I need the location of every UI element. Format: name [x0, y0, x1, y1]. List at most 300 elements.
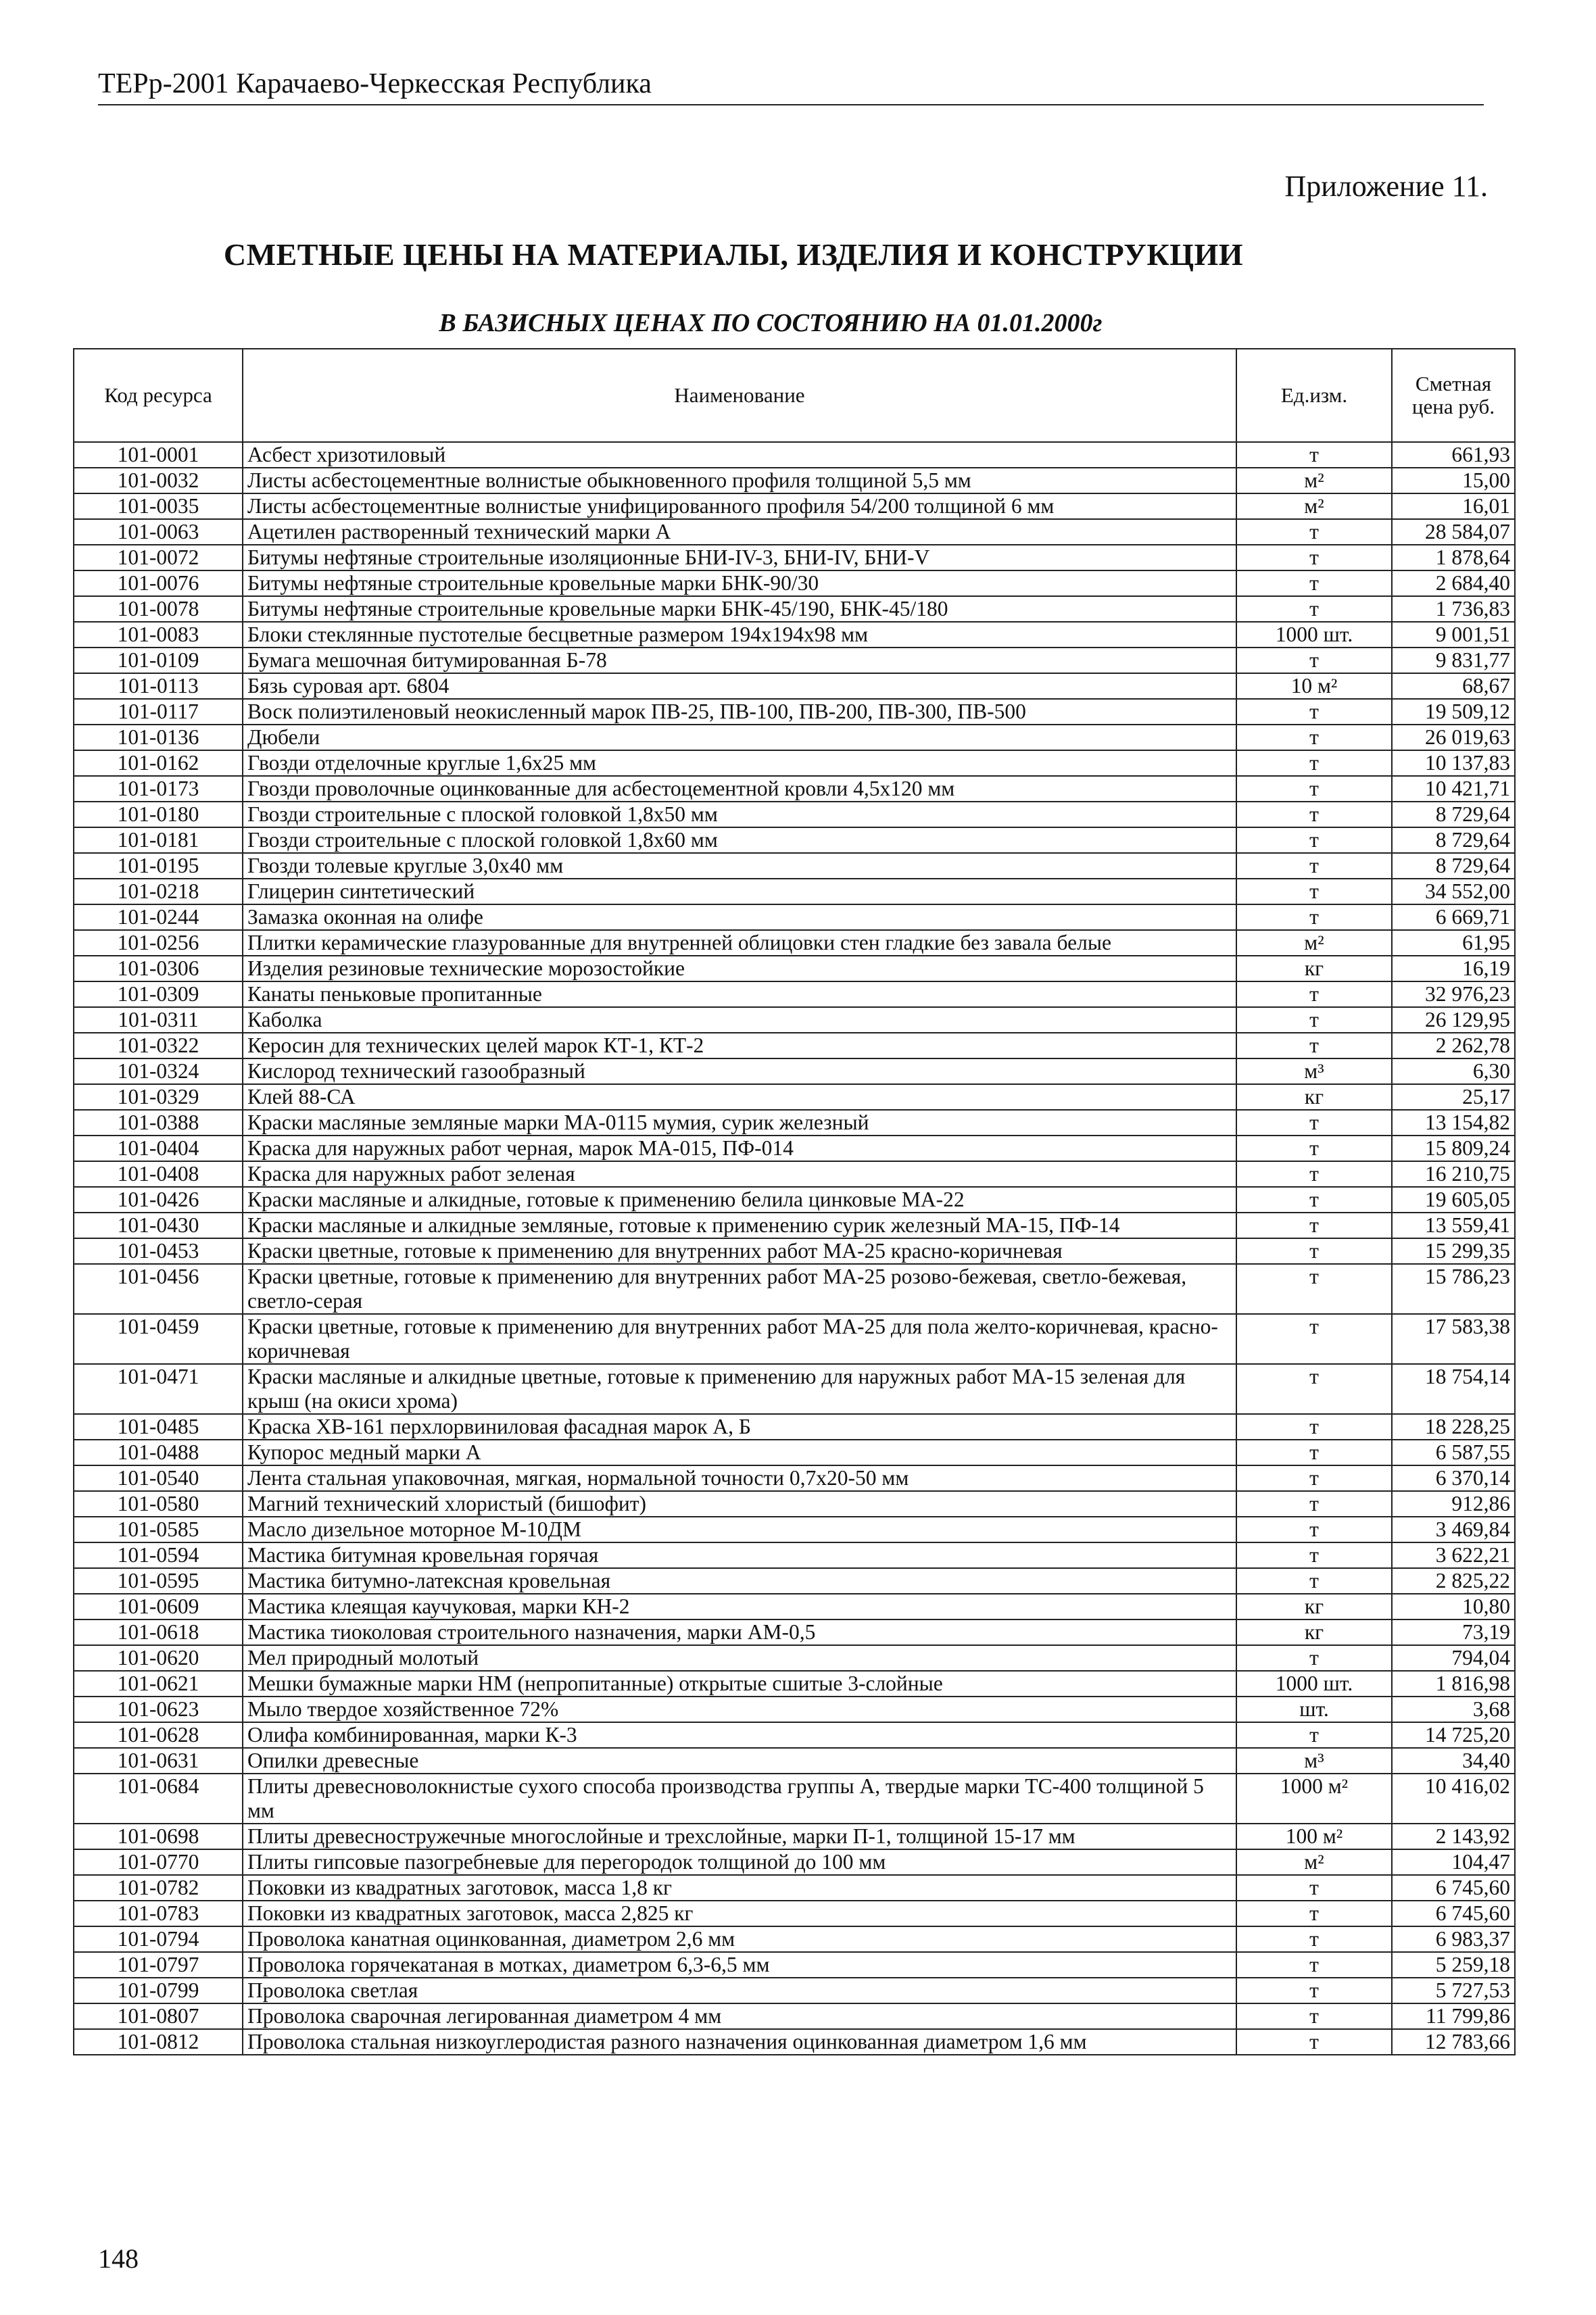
cell-code: 101-0488 — [74, 1440, 243, 1465]
cell-unit: т — [1236, 725, 1392, 750]
cell-code: 101-0072 — [74, 545, 243, 570]
cell-unit: 100 м² — [1236, 1824, 1392, 1849]
column-header-code: Код ресурса — [74, 349, 243, 442]
table-row — [74, 1774, 1515, 1824]
cell-code: 101-0311 — [74, 1007, 243, 1033]
cell-unit: т — [1236, 699, 1392, 725]
cell-name: Гвозди проволочные оцинкованные для асбестоцементной кровли 4,5x120 мм — [243, 776, 1236, 802]
cell-price: 18 228,25 — [1392, 1414, 1515, 1440]
cell-unit: т — [1236, 853, 1392, 879]
cell-unit: 1000 м² — [1236, 1774, 1392, 1824]
table-row — [74, 1314, 1515, 1364]
cell-name: Краски цветные, готовые к применению для внутренних работ МА-25 для пола желто-коричневая, красно-коричневая — [243, 1314, 1236, 1364]
cell-code: 101-0173 — [74, 776, 243, 802]
cell-code: 101-0770 — [74, 1849, 243, 1875]
table-row — [74, 1568, 1515, 1594]
table-row — [74, 1875, 1515, 1901]
cell-code: 101-0698 — [74, 1824, 243, 1849]
cell-price: 28 584,07 — [1392, 519, 1515, 545]
cell-code: 101-0195 — [74, 853, 243, 879]
table-row — [74, 1952, 1515, 1978]
cell-price: 15,00 — [1392, 468, 1515, 493]
cell-name: Краски масляные земляные марки МА-0115 мумия, сурик железный — [243, 1110, 1236, 1136]
cell-unit: 1000 шт. — [1236, 622, 1392, 648]
cell-name: Плиты древесноволокнистые сухого способа производства группы А, твердые марки ТС-400 толщиной 5 мм — [243, 1774, 1236, 1824]
table-row — [74, 1414, 1515, 1440]
cell-unit: м² — [1236, 1849, 1392, 1875]
cell-unit: м² — [1236, 930, 1392, 956]
cell-unit: т — [1236, 1491, 1392, 1517]
cell-unit: т — [1236, 1364, 1392, 1414]
cell-name: Магний технический хлористый (бишофит) — [243, 1491, 1236, 1517]
cell-unit: м² — [1236, 468, 1392, 493]
cell-code: 101-0306 — [74, 956, 243, 981]
table-row — [74, 1213, 1515, 1238]
cell-price: 1 878,64 — [1392, 545, 1515, 570]
cell-unit: т — [1236, 1926, 1392, 1952]
table-row — [74, 1748, 1515, 1774]
table-row — [74, 1440, 1515, 1465]
cell-name: Гвозди отделочные круглые 1,6x25 мм — [243, 750, 1236, 776]
cell-code: 101-0620 — [74, 1645, 243, 1671]
cell-price: 3 469,84 — [1392, 1517, 1515, 1542]
table-row — [74, 1110, 1515, 1136]
table-row — [74, 493, 1515, 519]
table-row — [74, 1824, 1515, 1849]
cell-unit: т — [1236, 2003, 1392, 2029]
column-header-unit: Ед.изм. — [1236, 349, 1392, 442]
cell-unit: м³ — [1236, 1058, 1392, 1084]
table-header-row — [74, 349, 1515, 442]
cell-name: Краски масляные и алкидные земляные, готовые к применению сурик железный МА-15, ПФ-14 — [243, 1213, 1236, 1238]
cell-price: 32 976,23 — [1392, 981, 1515, 1007]
cell-code: 101-0324 — [74, 1058, 243, 1084]
cell-unit: т — [1236, 1213, 1392, 1238]
cell-unit: т — [1236, 1161, 1392, 1187]
cell-name: Проволока сварочная легированная диаметром 4 мм — [243, 2003, 1236, 2029]
cell-unit: т — [1236, 1187, 1392, 1213]
cell-price: 3 622,21 — [1392, 1542, 1515, 1568]
cell-price: 73,19 — [1392, 1619, 1515, 1645]
cell-unit: т — [1236, 904, 1392, 930]
cell-unit: т — [1236, 519, 1392, 545]
cell-unit: т — [1236, 1414, 1392, 1440]
cell-name: Плиты древесностружечные многослойные и трехслойные, марки П-1, толщиной 15-17 мм — [243, 1824, 1236, 1849]
cell-price: 6 669,71 — [1392, 904, 1515, 930]
cell-code: 101-0162 — [74, 750, 243, 776]
table-row — [74, 904, 1515, 930]
cell-unit: т — [1236, 1542, 1392, 1568]
price-table — [73, 348, 1516, 2055]
cell-unit: кг — [1236, 1594, 1392, 1619]
cell-code: 101-0797 — [74, 1952, 243, 1978]
cell-code: 101-0309 — [74, 981, 243, 1007]
cell-unit: т — [1236, 545, 1392, 570]
cell-name: Битумы нефтяные строительные изоляционные БНИ-IV-3, БНИ-IV, БНИ-V — [243, 545, 1236, 570]
cell-code: 101-0388 — [74, 1110, 243, 1136]
cell-name: Краски цветные, готовые к применению для внутренних работ МА-25 красно-коричневая — [243, 1238, 1236, 1264]
cell-name: Бумага мешочная битумированная Б-78 — [243, 648, 1236, 673]
cell-price: 34,40 — [1392, 1748, 1515, 1774]
cell-unit: т — [1236, 776, 1392, 802]
cell-code: 101-0618 — [74, 1619, 243, 1645]
cell-name: Купорос медный марки А — [243, 1440, 1236, 1465]
cell-code: 101-0783 — [74, 1901, 243, 1926]
cell-code: 101-0113 — [74, 673, 243, 699]
cell-unit: т — [1236, 1978, 1392, 2003]
cell-unit: т — [1236, 1517, 1392, 1542]
cell-unit: т — [1236, 1568, 1392, 1594]
cell-code: 101-0109 — [74, 648, 243, 673]
table-row — [74, 1187, 1515, 1213]
cell-price: 15 809,24 — [1392, 1136, 1515, 1161]
table-row — [74, 442, 1515, 468]
cell-price: 794,04 — [1392, 1645, 1515, 1671]
cell-price: 13 559,41 — [1392, 1213, 1515, 1238]
cell-price: 18 754,14 — [1392, 1364, 1515, 1414]
cell-price: 10,80 — [1392, 1594, 1515, 1619]
cell-name: Проволока светлая — [243, 1978, 1236, 2003]
cell-name: Лента стальная упаковочная, мягкая, нормальной точности 0,7x20-50 мм — [243, 1465, 1236, 1491]
cell-code: 101-0078 — [74, 596, 243, 622]
cell-price: 1 736,83 — [1392, 596, 1515, 622]
cell-price: 6,30 — [1392, 1058, 1515, 1084]
cell-code: 101-0256 — [74, 930, 243, 956]
cell-unit: т — [1236, 1722, 1392, 1748]
table-row — [74, 802, 1515, 827]
cell-code: 101-0594 — [74, 1542, 243, 1568]
cell-name: Проволока горячекатаная в мотках, диаметром 6,3-6,5 мм — [243, 1952, 1236, 1978]
cell-unit: т — [1236, 1901, 1392, 1926]
cell-unit: т — [1236, 879, 1392, 904]
cell-unit: т — [1236, 1033, 1392, 1058]
cell-code: 101-0076 — [74, 570, 243, 596]
cell-price: 10 137,83 — [1392, 750, 1515, 776]
cell-code: 101-0408 — [74, 1161, 243, 1187]
cell-code: 101-0540 — [74, 1465, 243, 1491]
cell-code: 101-0459 — [74, 1314, 243, 1364]
cell-unit: т — [1236, 1110, 1392, 1136]
table-row — [74, 1264, 1515, 1314]
table-row — [74, 1033, 1515, 1058]
cell-name: Ацетилен растворенный технический марки А — [243, 519, 1236, 545]
table-row — [74, 673, 1515, 699]
cell-name: Изделия резиновые технические морозостойкие — [243, 956, 1236, 981]
cell-unit: т — [1236, 981, 1392, 1007]
cell-name: Замазка оконная на олифе — [243, 904, 1236, 930]
cell-name: Опилки древесные — [243, 1748, 1236, 1774]
cell-code: 101-0471 — [74, 1364, 243, 1414]
cell-code: 101-0580 — [74, 1491, 243, 1517]
cell-name: Поковки из квадратных заготовок, масса 1,8 кг — [243, 1875, 1236, 1901]
table-row — [74, 622, 1515, 648]
cell-code: 101-0812 — [74, 2029, 243, 2055]
table-row — [74, 1542, 1515, 1568]
table-row — [74, 879, 1515, 904]
cell-price: 2 262,78 — [1392, 1033, 1515, 1058]
cell-price: 12 783,66 — [1392, 2029, 1515, 2055]
table-row — [74, 1697, 1515, 1722]
table-row — [74, 1491, 1515, 1517]
cell-name: Краска для наружных работ черная, марок МА-015, ПФ-014 — [243, 1136, 1236, 1161]
cell-name: Гвозди строительные с плоской головкой 1,8x50 мм — [243, 802, 1236, 827]
cell-name: Канаты пеньковые пропитанные — [243, 981, 1236, 1007]
cell-code: 101-0453 — [74, 1238, 243, 1264]
cell-price: 8 729,64 — [1392, 827, 1515, 853]
cell-name: Краски масляные и алкидные цветные, готовые к применению для наружных работ МА-15 зеленая для крыш (на окиси хрома) — [243, 1364, 1236, 1414]
cell-price: 6 370,14 — [1392, 1465, 1515, 1491]
cell-code: 101-0032 — [74, 468, 243, 493]
cell-unit: 10 м² — [1236, 673, 1392, 699]
table-row — [74, 519, 1515, 545]
cell-unit: т — [1236, 1440, 1392, 1465]
cell-unit: кг — [1236, 956, 1392, 981]
cell-name: Плитки керамические глазурованные для внутренней облицовки стен гладкие без завала белые — [243, 930, 1236, 956]
page-title: СМЕТНЫЕ ЦЕНЫ НА МАТЕРИАЛЫ, ИЗДЕЛИЯ И КОНСТРУКЦИИ — [223, 237, 1244, 272]
cell-unit: т — [1236, 1314, 1392, 1364]
cell-unit: т — [1236, 1136, 1392, 1161]
cell-price: 1 816,98 — [1392, 1671, 1515, 1697]
cell-price: 61,95 — [1392, 930, 1515, 956]
table-row — [74, 1926, 1515, 1952]
cell-price: 8 729,64 — [1392, 853, 1515, 879]
cell-name: Мешки бумажные марки НМ (непропитанные) открытые сшитые 3-слойные — [243, 1671, 1236, 1697]
table-row — [74, 1619, 1515, 1645]
table-row — [74, 1901, 1515, 1926]
cell-name: Керосин для технических целей марок КТ-1, КТ-2 — [243, 1033, 1236, 1058]
cell-code: 101-0117 — [74, 699, 243, 725]
cell-code: 101-0218 — [74, 879, 243, 904]
table-row — [74, 1517, 1515, 1542]
cell-code: 101-0631 — [74, 1748, 243, 1774]
table-row — [74, 1465, 1515, 1491]
cell-price: 104,47 — [1392, 1849, 1515, 1875]
cell-price: 6 587,55 — [1392, 1440, 1515, 1465]
cell-name: Листы асбестоцементные волнистые обыкновенного профиля толщиной 5,5 мм — [243, 468, 1236, 493]
cell-price: 15 299,35 — [1392, 1238, 1515, 1264]
column-header-name: Наименование — [243, 349, 1236, 442]
cell-name: Мастика битумная кровельная горячая — [243, 1542, 1236, 1568]
cell-code: 101-0063 — [74, 519, 243, 545]
cell-unit: т — [1236, 442, 1392, 468]
table-row — [74, 1084, 1515, 1110]
table-row — [74, 2029, 1515, 2055]
table-row — [74, 1136, 1515, 1161]
table-row — [74, 725, 1515, 750]
cell-unit: шт. — [1236, 1697, 1392, 1722]
cell-code: 101-0035 — [74, 493, 243, 519]
column-header-price: Сметная цена руб. — [1392, 349, 1515, 442]
cell-price: 19 605,05 — [1392, 1187, 1515, 1213]
table-row — [74, 1161, 1515, 1187]
table-row — [74, 545, 1515, 570]
cell-name: Воск полиэтиленовый неокисленный марок ПВ-25, ПВ-100, ПВ-200, ПВ-300, ПВ-500 — [243, 699, 1236, 725]
cell-price: 16,01 — [1392, 493, 1515, 519]
cell-name: Масло дизельное моторное М-10ДМ — [243, 1517, 1236, 1542]
cell-price: 912,86 — [1392, 1491, 1515, 1517]
cell-name: Клей 88-СА — [243, 1084, 1236, 1110]
table-row — [74, 596, 1515, 622]
table-row — [74, 1007, 1515, 1033]
cell-price: 6 745,60 — [1392, 1875, 1515, 1901]
cell-code: 101-0322 — [74, 1033, 243, 1058]
cell-name: Гвозди толевые круглые 3,0x40 мм — [243, 853, 1236, 879]
cell-price: 6 983,37 — [1392, 1926, 1515, 1952]
table-row — [74, 1058, 1515, 1084]
cell-name: Бязь суровая арт. 6804 — [243, 673, 1236, 699]
cell-name: Проволока канатная оцинкованная, диаметром 2,6 мм — [243, 1926, 1236, 1952]
cell-name: Плиты гипсовые пазогребневые для перегородок толщиной до 100 мм — [243, 1849, 1236, 1875]
table-row — [74, 827, 1515, 853]
cell-unit: 1000 шт. — [1236, 1671, 1392, 1697]
cell-price: 34 552,00 — [1392, 879, 1515, 904]
cell-name: Глицерин синтетический — [243, 879, 1236, 904]
cell-name: Краска для наружных работ зеленая — [243, 1161, 1236, 1187]
table-row — [74, 956, 1515, 981]
cell-price: 9 001,51 — [1392, 622, 1515, 648]
cell-unit: т — [1236, 648, 1392, 673]
cell-unit: т — [1236, 570, 1392, 596]
cell-price: 8 729,64 — [1392, 802, 1515, 827]
cell-price: 19 509,12 — [1392, 699, 1515, 725]
cell-price: 2 143,92 — [1392, 1824, 1515, 1849]
table-row — [74, 699, 1515, 725]
cell-code: 101-0684 — [74, 1774, 243, 1824]
cell-code: 101-0001 — [74, 442, 243, 468]
cell-unit: т — [1236, 750, 1392, 776]
table-row — [74, 1849, 1515, 1875]
table-row — [74, 776, 1515, 802]
cell-price: 16 210,75 — [1392, 1161, 1515, 1187]
cell-name: Асбест хризотиловый — [243, 442, 1236, 468]
cell-code: 101-0136 — [74, 725, 243, 750]
cell-code: 101-0782 — [74, 1875, 243, 1901]
page-subtitle: В БАЗИСНЫХ ЦЕНАХ ПО СОСТОЯНИЮ НА 01.01.2000г — [439, 309, 1103, 337]
table-row — [74, 468, 1515, 493]
table-row — [74, 1978, 1515, 2003]
cell-name: Дюбели — [243, 725, 1236, 750]
cell-unit: т — [1236, 1645, 1392, 1671]
cell-code: 101-0595 — [74, 1568, 243, 1594]
cell-name: Битумы нефтяные строительные кровельные марки БНК-90/30 — [243, 570, 1236, 596]
cell-price: 68,67 — [1392, 673, 1515, 699]
cell-unit: т — [1236, 1007, 1392, 1033]
cell-unit: т — [1236, 802, 1392, 827]
page-number: 148 — [98, 2243, 139, 2274]
cell-price: 9 831,77 — [1392, 648, 1515, 673]
cell-price: 661,93 — [1392, 442, 1515, 468]
cell-name: Мыло твердое хозяйственное 72% — [243, 1697, 1236, 1722]
table-row — [74, 1722, 1515, 1748]
cell-code: 101-0799 — [74, 1978, 243, 2003]
cell-name: Каболка — [243, 1007, 1236, 1033]
cell-price: 14 725,20 — [1392, 1722, 1515, 1748]
cell-price: 26 019,63 — [1392, 725, 1515, 750]
table-row — [74, 1364, 1515, 1414]
cell-code: 101-0794 — [74, 1926, 243, 1952]
cell-unit: т — [1236, 1264, 1392, 1314]
cell-code: 101-0083 — [74, 622, 243, 648]
cell-name: Мастика битумно-латексная кровельная — [243, 1568, 1236, 1594]
cell-unit: кг — [1236, 1619, 1392, 1645]
cell-name: Мастика клеящая каучуковая, марки КН-2 — [243, 1594, 1236, 1619]
cell-code: 101-0807 — [74, 2003, 243, 2029]
cell-code: 101-0623 — [74, 1697, 243, 1722]
cell-price: 16,19 — [1392, 956, 1515, 981]
cell-code: 101-0329 — [74, 1084, 243, 1110]
table-row — [74, 1645, 1515, 1671]
table-row — [74, 930, 1515, 956]
cell-price: 13 154,82 — [1392, 1110, 1515, 1136]
table-row — [74, 1671, 1515, 1697]
appendix-label: Приложение 11. — [1284, 170, 1488, 203]
cell-unit: т — [1236, 2029, 1392, 2055]
cell-unit: кг — [1236, 1084, 1392, 1110]
cell-price: 5 727,53 — [1392, 1978, 1515, 2003]
cell-price: 5 259,18 — [1392, 1952, 1515, 1978]
cell-name: Блоки стеклянные пустотелые бесцветные размером 194x194x98 мм — [243, 622, 1236, 648]
cell-code: 101-0609 — [74, 1594, 243, 1619]
cell-name: Мастика тиоколовая строительного назначения, марки АМ-0,5 — [243, 1619, 1236, 1645]
cell-name: Листы асбестоцементные волнистые унифицированного профиля 54/200 толщиной 6 мм — [243, 493, 1236, 519]
cell-price: 2 684,40 — [1392, 570, 1515, 596]
cell-name: Гвозди строительные с плоской головкой 1,8x60 мм — [243, 827, 1236, 853]
table-row — [74, 981, 1515, 1007]
cell-unit: т — [1236, 596, 1392, 622]
cell-price: 15 786,23 — [1392, 1264, 1515, 1314]
cell-price: 3,68 — [1392, 1697, 1515, 1722]
cell-unit: т — [1236, 1238, 1392, 1264]
table-row — [74, 648, 1515, 673]
table-row — [74, 1594, 1515, 1619]
cell-unit: м³ — [1236, 1748, 1392, 1774]
cell-name: Битумы нефтяные строительные кровельные марки БНК-45/190, БНК-45/180 — [243, 596, 1236, 622]
cell-name: Поковки из квадратных заготовок, масса 2,825 кг — [243, 1901, 1236, 1926]
cell-code: 101-0404 — [74, 1136, 243, 1161]
cell-code: 101-0585 — [74, 1517, 243, 1542]
cell-unit: м² — [1236, 493, 1392, 519]
cell-unit: т — [1236, 1875, 1392, 1901]
cell-price: 26 129,95 — [1392, 1007, 1515, 1033]
cell-price: 11 799,86 — [1392, 2003, 1515, 2029]
cell-unit: т — [1236, 1465, 1392, 1491]
cell-unit: т — [1236, 827, 1392, 853]
cell-price: 17 583,38 — [1392, 1314, 1515, 1364]
cell-code: 101-0180 — [74, 802, 243, 827]
cell-name: Краска ХВ-161 перхлорвиниловая фасадная марок А, Б — [243, 1414, 1236, 1440]
table-row — [74, 750, 1515, 776]
cell-code: 101-0456 — [74, 1264, 243, 1314]
cell-code: 101-0430 — [74, 1213, 243, 1238]
cell-name: Мел природный молотый — [243, 1645, 1236, 1671]
table-row — [74, 853, 1515, 879]
table-row — [74, 1238, 1515, 1264]
cell-unit: т — [1236, 1952, 1392, 1978]
running-header: ТЕРр-2001 Карачаево-Черкесская Республика — [98, 68, 1484, 105]
cell-name: Краски масляные и алкидные, готовые к применению белила цинковые МА-22 — [243, 1187, 1236, 1213]
cell-code: 101-0181 — [74, 827, 243, 853]
cell-code: 101-0244 — [74, 904, 243, 930]
cell-code: 101-0426 — [74, 1187, 243, 1213]
cell-code: 101-0485 — [74, 1414, 243, 1440]
cell-name: Краски цветные, готовые к применению для внутренних работ МА-25 розово-бежевая, светло-бежевая, светло-серая — [243, 1264, 1236, 1314]
cell-price: 10 421,71 — [1392, 776, 1515, 802]
cell-price: 2 825,22 — [1392, 1568, 1515, 1594]
table-row — [74, 2003, 1515, 2029]
cell-price: 10 416,02 — [1392, 1774, 1515, 1824]
cell-price: 25,17 — [1392, 1084, 1515, 1110]
cell-code: 101-0621 — [74, 1671, 243, 1697]
